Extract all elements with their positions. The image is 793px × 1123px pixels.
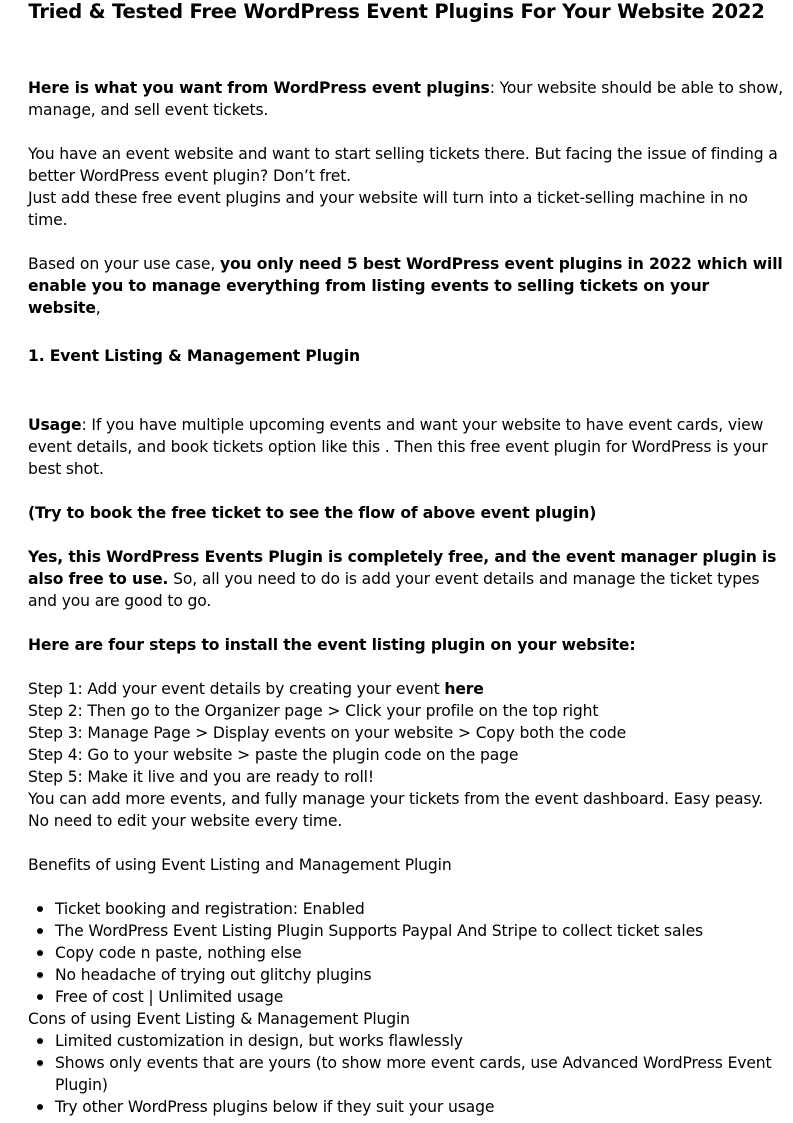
- step-4: Step 4: Go to your website > paste the plugin code on the page: [28, 746, 519, 764]
- section-1-heading-block: [28, 345, 785, 367]
- use-case-tail: ,: [95, 299, 101, 317]
- steps-heading-block: [28, 634, 785, 656]
- benefit-item: Ticket booking and registration: Enabled: [55, 898, 785, 920]
- usage-text: : If you have multiple upcoming events and want your website to have event cards, view event details, and book tickets option like this . Then this free event plugin for WordPress is your best shot.: [28, 416, 768, 478]
- steps-list: [28, 678, 785, 832]
- free-rest: So, all you need to do is add your event details and manage the ticket types and you are good to go.: [28, 570, 760, 610]
- con-item: Try other WordPress plugins below if they suit your usage: [55, 1096, 785, 1118]
- step-1-text: Step 1: Add your event details by creating your event: [28, 680, 445, 698]
- step-3: Step 3: Manage Page > Display events on your website > Copy both the code: [28, 724, 627, 742]
- try-note: (Try to book the free ticket to see the flow of above event plugin): [28, 504, 597, 522]
- step-5: Step 5: Make it live and you are ready to roll!: [28, 768, 374, 786]
- benefits-heading: Benefits of using Event Listing and Management Plugin: [28, 856, 452, 874]
- benefits-cons-block: [28, 898, 785, 1118]
- use-case-paragraph: [28, 253, 785, 319]
- intro-paragraph: [28, 77, 785, 121]
- step-1: [28, 678, 785, 700]
- con-item: Limited customization in design, but works flawlessly: [55, 1030, 785, 1052]
- free-bold: Yes, this WordPress Events Plugin is completely free, and the event manager plugin is also free to use.: [28, 548, 777, 588]
- problem-paragraph: [28, 143, 785, 231]
- cons-heading: Cons of using Event Listing & Management Plugin: [28, 1010, 410, 1028]
- cons-list: [28, 1030, 785, 1118]
- benefit-item: No headache of trying out glitchy plugins: [55, 964, 785, 986]
- use-case-bold: you only need 5 best WordPress event plugins in 2022 which will enable you to manage everything from listing events to selling tickets on your website: [28, 255, 783, 317]
- step-1-here-link[interactable]: here: [444, 680, 484, 698]
- intro-lead-bold: Here is what you want from WordPress event plugins: [28, 79, 490, 97]
- con-item: Shows only events that are yours (to show more event cards, use Advanced WordPress Event Plugin): [55, 1052, 785, 1096]
- free-paragraph: [28, 546, 785, 612]
- benefit-item: Copy code n paste, nothing else: [55, 942, 785, 964]
- use-case-lead: Based on your use case,: [28, 255, 220, 273]
- section-1-heading: 1. Event Listing & Management Plugin: [28, 347, 360, 365]
- benefits-list: [28, 898, 785, 1008]
- steps-heading: Here are four steps to install the event listing plugin on your website:: [28, 636, 636, 654]
- step-2: Step 2: Then go to the Organizer page > Click your profile on the top right: [28, 702, 599, 720]
- benefit-item: Free of cost | Unlimited usage: [55, 986, 785, 1008]
- intro-lead-rest: : Your website should be able to show, manage, and sell event tickets.: [28, 79, 784, 119]
- problem-line-1: You have an event website and want to start selling tickets there. But facing the issue of finding a better WordPress event plugin? Don’t fret.: [28, 145, 778, 185]
- page-title: Tried & Tested Free WordPress Event Plugins For Your Website 2022: [28, 0, 765, 23]
- problem-line-2: Just add these free event plugins and your website will turn into a ticket-selling machine in no time.: [28, 189, 748, 229]
- usage-label: Usage: [28, 416, 82, 434]
- benefit-item: The WordPress Event Listing Plugin Supports Paypal And Stripe to collect ticket sales: [55, 920, 785, 942]
- usage-paragraph: [28, 414, 785, 480]
- try-note-block: [28, 502, 785, 524]
- more-events-text: You can add more events, and fully manage your tickets from the event dashboard. Easy peasy. No need to edit your website every time.: [28, 790, 763, 830]
- benefits-heading-block: [28, 854, 785, 876]
